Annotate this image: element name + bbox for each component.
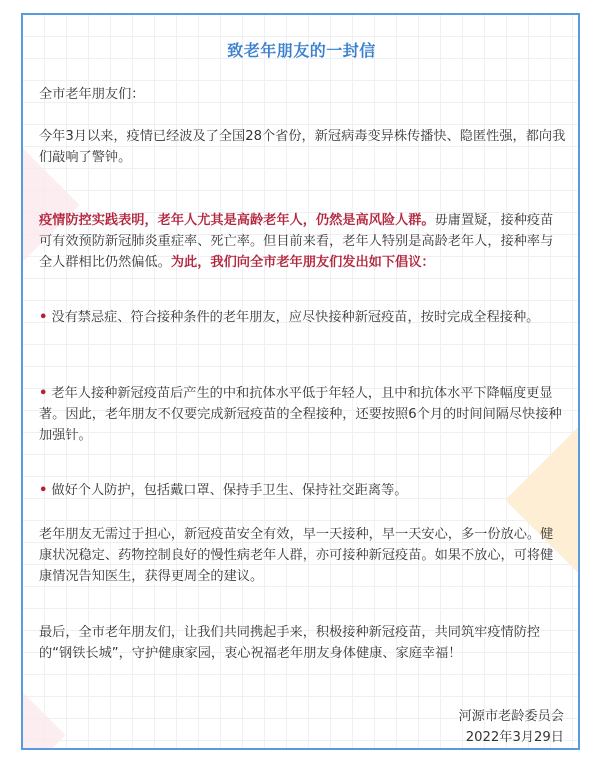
emphasis-high-risk: 疫情防控实践表明，老年人尤其是高龄老年人，仍然是高风险人群。 — [39, 213, 435, 228]
greeting: 全市老年朋友们： — [39, 87, 145, 102]
decor-diamond-pink-bottom — [21, 693, 65, 750]
letter-date: 2022年3月29日 — [465, 730, 564, 745]
paragraph-1: 今年3月以来，疫情已经波及了全国28个省份，新冠病毒变异株传播快、隐匿性强，都向我们敲响了警钟。 — [39, 129, 566, 165]
bullet-item-2 — [39, 383, 566, 446]
paragraph-4: 最后，全市老年朋友们，让我们共同携起手来，积极接种新冠疫苗，共同筑牢疫情防控的“钢铁长城”，守护健康家园，衷心祝福老年朋友身体健康、家庭幸福！ — [39, 625, 541, 661]
paragraph-3: 老年朋友无需过于担心，新冠疫苗安全有效，早一天接种，早一天安心，多一份放心。健康状况稳定、药物控制良好的慢性病老年人群，亦可接种新冠疫苗。如果不放心，可将健康情况告知医生，获得更周全的建议。 — [39, 527, 554, 584]
bullet-item-1 — [39, 307, 566, 328]
bullet-text-1: 没有禁忌症、符合接种条件的老年朋友，应尽快接种新冠疫苗，按时完成全程接种。 — [51, 310, 540, 325]
bullet-dot-icon: • — [39, 310, 48, 325]
emphasis-initiative: 为此，我们向全市老年朋友们发出如下倡议： — [170, 255, 435, 270]
paragraph-2-body: 毋庸置疑，接种疫苗可有效预防新冠肺炎重症率、死亡率。但目前来看，老年人特别是高龄老年人，接种率与全人群相比仍然偏低。 — [39, 213, 554, 270]
bullet-dot-icon: • — [39, 386, 48, 401]
letter-frame — [21, 13, 580, 750]
bullet-item-3 — [39, 480, 566, 501]
bullet-text-2: 老年人接种新冠疫苗后产生的中和抗体水平低于年轻人，且中和抗体水平下降幅度更显著。因此，老年朋友不仅要完成新冠疫苗的全程接种，还要按照6个月的时间间隔尽快接种加强针。 — [39, 386, 562, 443]
signature: 河源市老龄委员会 — [458, 709, 564, 724]
bullet-text-3: 做好个人防护，包括戴口罩、保持手卫生、保持社交距离等。 — [51, 483, 408, 498]
letter-title: 致老年朋友的一封信 — [227, 41, 376, 60]
paragraph-2 — [39, 210, 566, 273]
bullet-dot-icon: • — [39, 483, 48, 498]
